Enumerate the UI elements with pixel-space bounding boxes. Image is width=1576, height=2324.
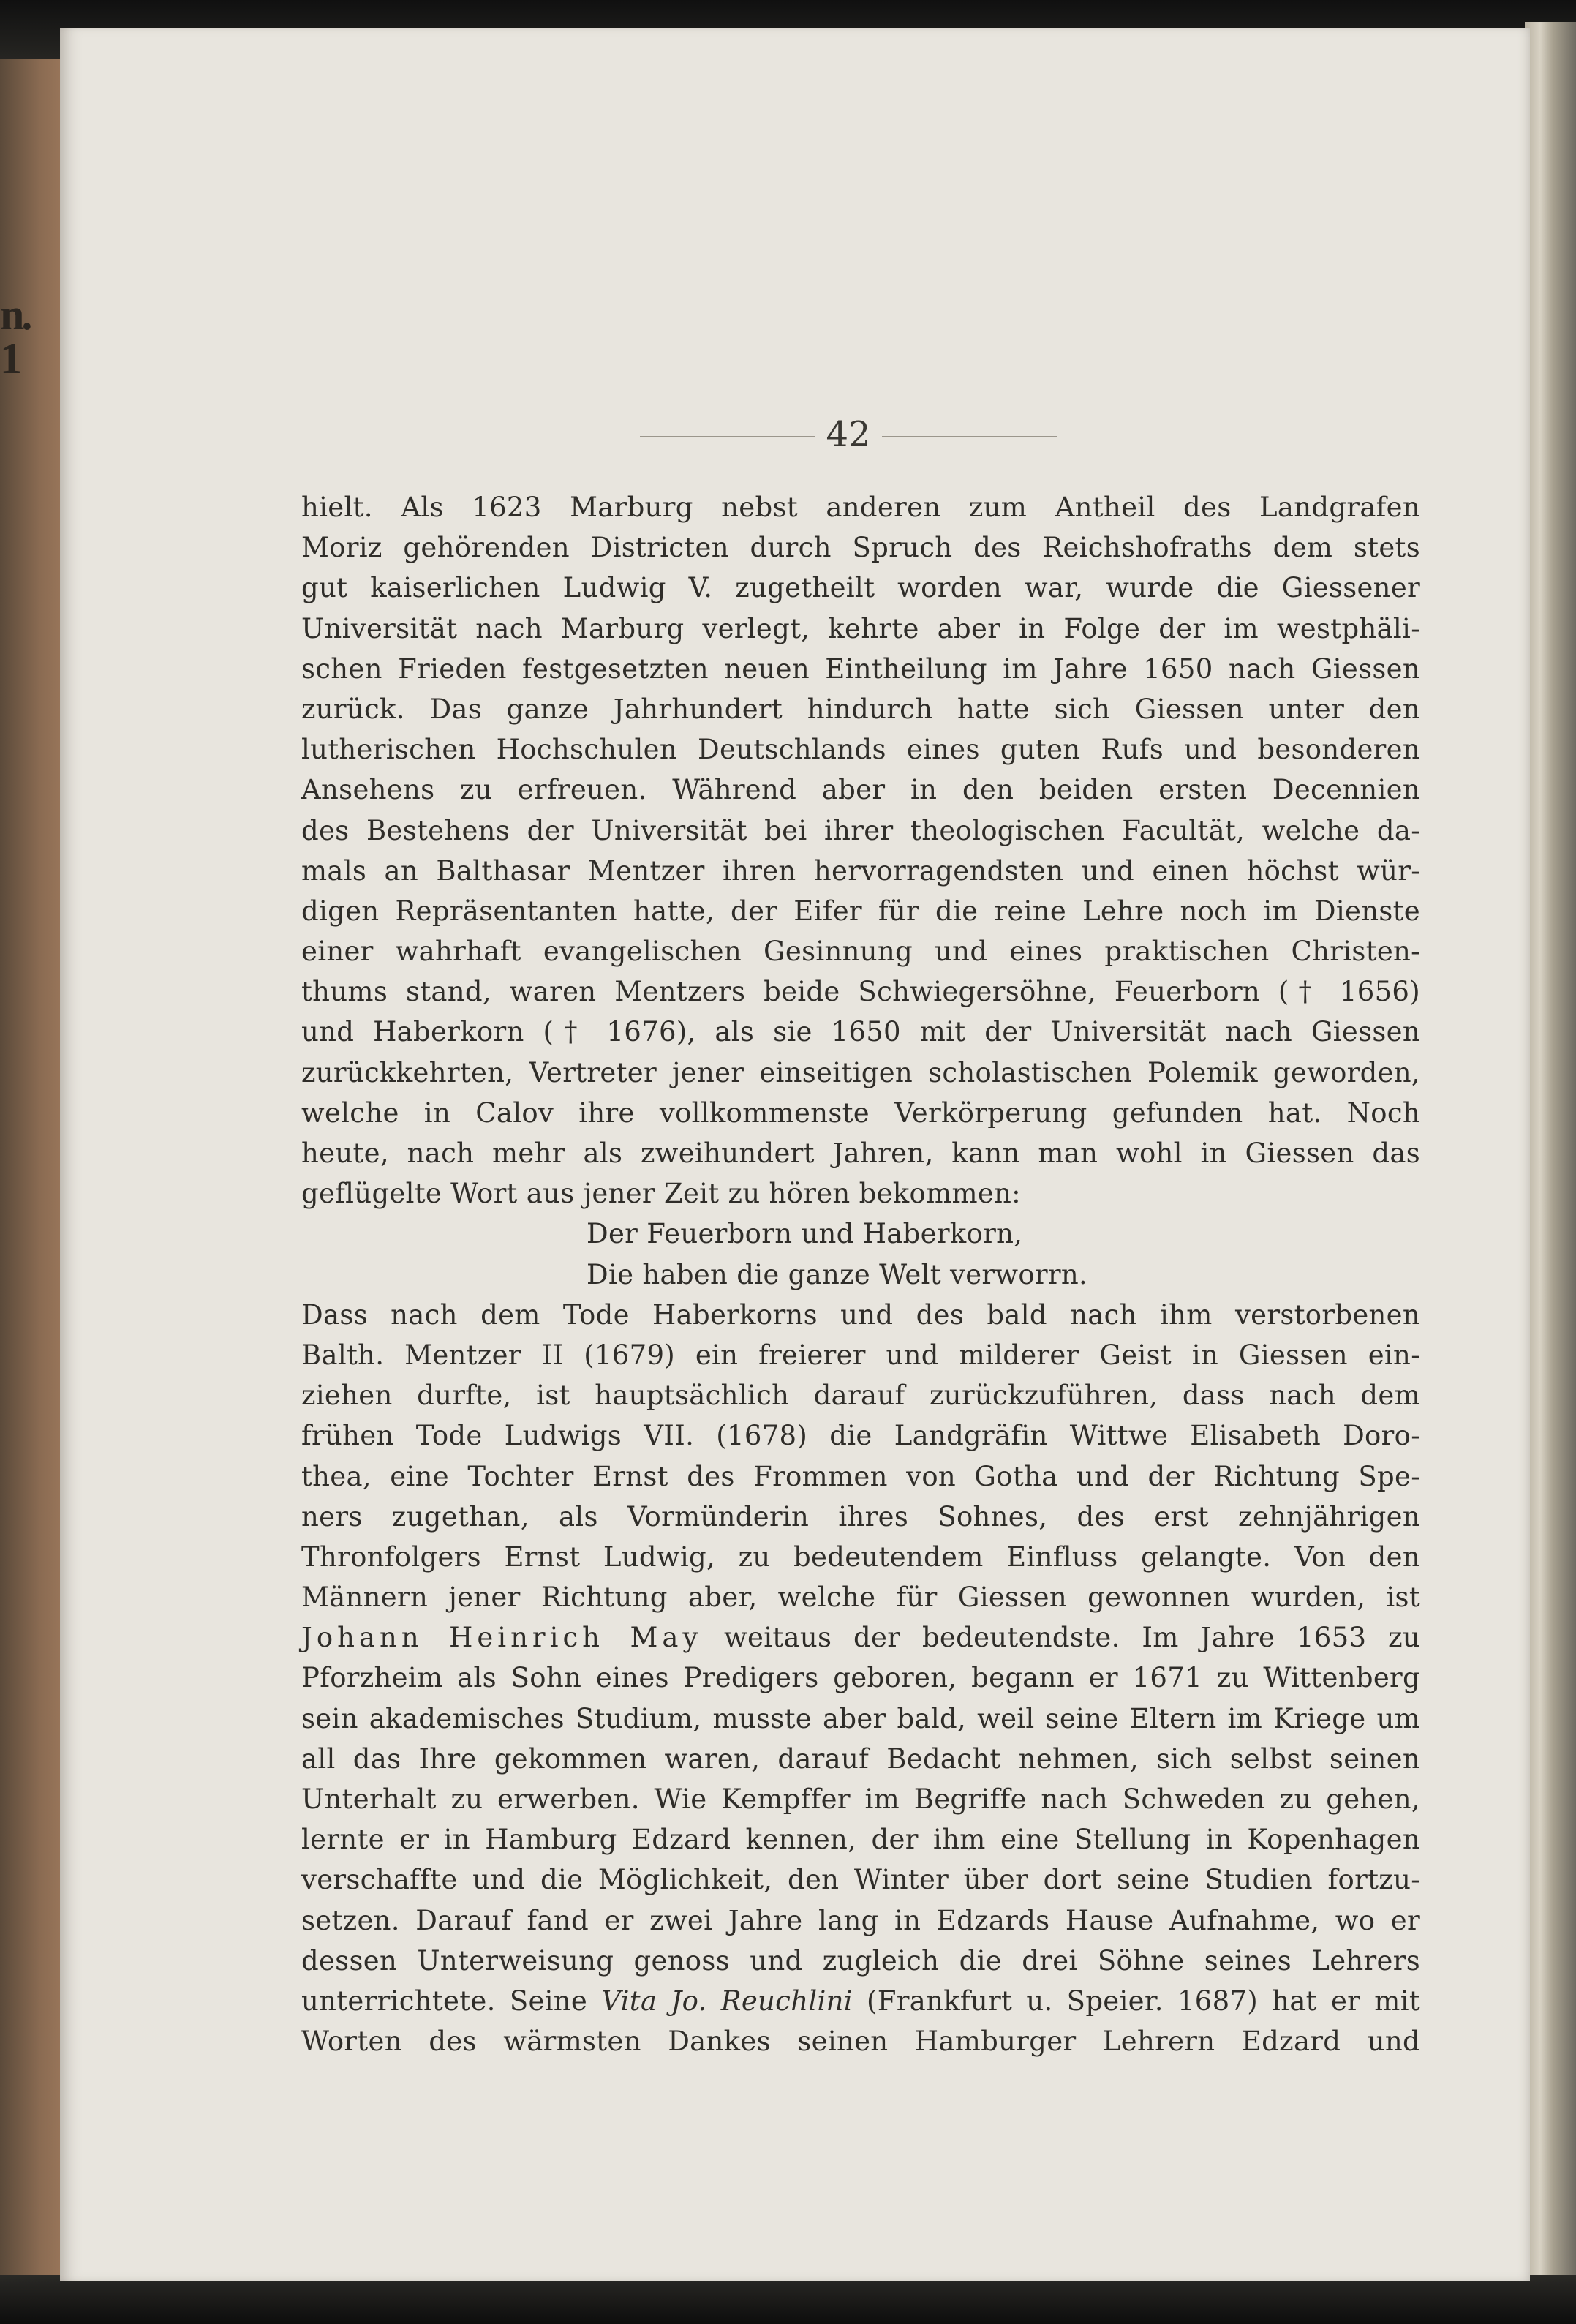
text-line: zurückkehrten, Vertreter jener einseitigen scholastischen Polemik geworden,	[301, 1056, 1420, 1088]
text-segment: weitaus der bedeutendste. Im Jahre 1653 zu	[702, 1622, 1420, 1654]
text-line: welche in Calov ihre vollkommenste Verkörperung gefunden hat. Noch	[301, 1097, 1420, 1129]
book-page	[60, 28, 1530, 2281]
text-line: Universität nach Marburg verlegt, kehrte aber in Folge der im westphäli-	[301, 612, 1420, 644]
page-stack-edge	[1525, 22, 1576, 2275]
text-line: all das Ihre gekommen waren, darauf Bedacht nehmen, sich selbst seinen	[301, 1742, 1420, 1775]
text-line: Balth. Mentzer II (1679) ein freierer und milderer Geist in Giessen ein-	[301, 1339, 1420, 1371]
margin-mark: n. 1	[0, 290, 30, 383]
verse-line: Der Feuerborn und Haberkorn,	[587, 1218, 1023, 1250]
text-line: Männern jener Richtung aber, welche für Giessen gewonnen wurden, ist	[301, 1582, 1420, 1614]
text-line: Dass nach dem Tode Haberkorns und des bald nach ihm verstorbenen	[301, 1298, 1420, 1331]
text-line: Pforzheim als Sohn eines Predigers geboren, begann er 1671 zu Wittenberg	[301, 1662, 1420, 1694]
header-rule-right	[882, 436, 1057, 437]
text-line: Thronfolgers Ernst Ludwig, zu bedeutendem Einfluss gelangte. Von den	[301, 1541, 1420, 1573]
text-line: gut kaiserlichen Ludwig V. zugetheilt worden war, wurde die Giessener	[301, 572, 1420, 604]
text-line: des Bestehens der Universität bei ihrer theologischen Facultät, welche da-	[301, 814, 1420, 846]
text-line-vita	[301, 1981, 1420, 2021]
text-line: lutherischen Hochschulen Deutschlands eines guten Rufs und besonderen	[301, 734, 1420, 766]
text-line: Unterhalt zu erwerben. Wie Kempffer im Begriffe nach Schweden zu gehen,	[301, 1783, 1420, 1815]
spaced-name: Johann Heinrich May	[301, 1622, 703, 1654]
text-line: und Haberkorn († 1676), als sie 1650 mit der Universität nach Giessen	[301, 1016, 1420, 1048]
text-line: verschaffte und die Möglichkeit, den Winter über dort seine Studien fortzu-	[301, 1864, 1420, 1896]
text-line: Worten des wärmsten Dankes seinen Hamburger Lehrern Edzard und	[301, 2026, 1420, 2058]
scan-bottom-border	[0, 2275, 1576, 2324]
text-line: ners zugethan, als Vormünderin ihres Sohnes, des erst zehnjährigen	[301, 1500, 1420, 1533]
text-line: schen Frieden festgesetzten neuen Eintheilung im Jahre 1650 nach Giessen	[301, 653, 1420, 685]
text-line: frühen Tode Ludwigs VII. (1678) die Landgräfin Wittwe Elisabeth Doro-	[301, 1420, 1420, 1452]
text-line: thums stand, waren Mentzers beide Schwiegersöhne, Feuerborn († 1656)	[301, 976, 1420, 1008]
header-rule-left	[640, 436, 815, 437]
text-line: Moriz gehörenden Districten durch Spruch des Reichshofraths dem stets	[301, 532, 1420, 564]
page-number: 42	[826, 414, 871, 455]
text-line: einer wahrhaft evangelischen Gesinnung und eines praktischen Christen-	[301, 936, 1420, 968]
text-line: dessen Unterweisung genoss und zugleich die drei Söhne seines Lehrers	[301, 1944, 1420, 1977]
page-header	[60, 414, 1530, 458]
text-line: heute, nach mehr als zweihundert Jahren, kann man wohl in Giessen das	[301, 1137, 1420, 1169]
text-line: mals an Balthasar Mentzer ihren hervorragendsten und einen höchst wür-	[301, 854, 1420, 887]
text-line: setzen. Darauf fand er zwei Jahre lang in Edzards Hause Aufnahme, wo er	[301, 1904, 1420, 1936]
text-line: Ansehens zu erfreuen. Während aber in den beiden ersten Decennien	[301, 774, 1420, 806]
body-text	[301, 487, 1420, 2061]
book-title-italic: Vita Jo. Reuchlini	[601, 1985, 853, 2017]
text-line: geflügelte Wort aus jener Zeit zu hören bekommen:	[301, 1178, 1021, 1210]
text-line-may	[301, 1617, 1420, 1658]
text-line: ziehen durfte, ist hauptsächlich darauf zurückzuführen, dass nach dem	[301, 1380, 1420, 1412]
text-segment: unterrichtete. Seine	[301, 1985, 602, 2017]
verse-line: Die haben die ganze Welt verworrn.	[587, 1258, 1088, 1290]
text-line: digen Repräsentanten hatte, der Eifer für die reine Lehre noch im Dienste	[301, 895, 1420, 927]
text-segment: (Frankfurt u. Speier. 1687) hat er mit	[852, 1985, 1420, 2017]
text-line: lernte er in Hamburg Edzard kennen, der ihm eine Stellung in Kopenhagen	[301, 1824, 1420, 1856]
text-line: thea, eine Tochter Ernst des Frommen von Gotha und der Richtung Spe-	[301, 1460, 1420, 1492]
text-line: sein akademisches Studium, musste aber bald, weil seine Eltern im Kriege um	[301, 1702, 1420, 1734]
text-line: zurück. Das ganze Jahrhundert hindurch hatte sich Giessen unter den	[301, 693, 1420, 725]
text-line: hielt. Als 1623 Marburg nebst anderen zum Antheil des Landgrafen	[301, 492, 1420, 523]
